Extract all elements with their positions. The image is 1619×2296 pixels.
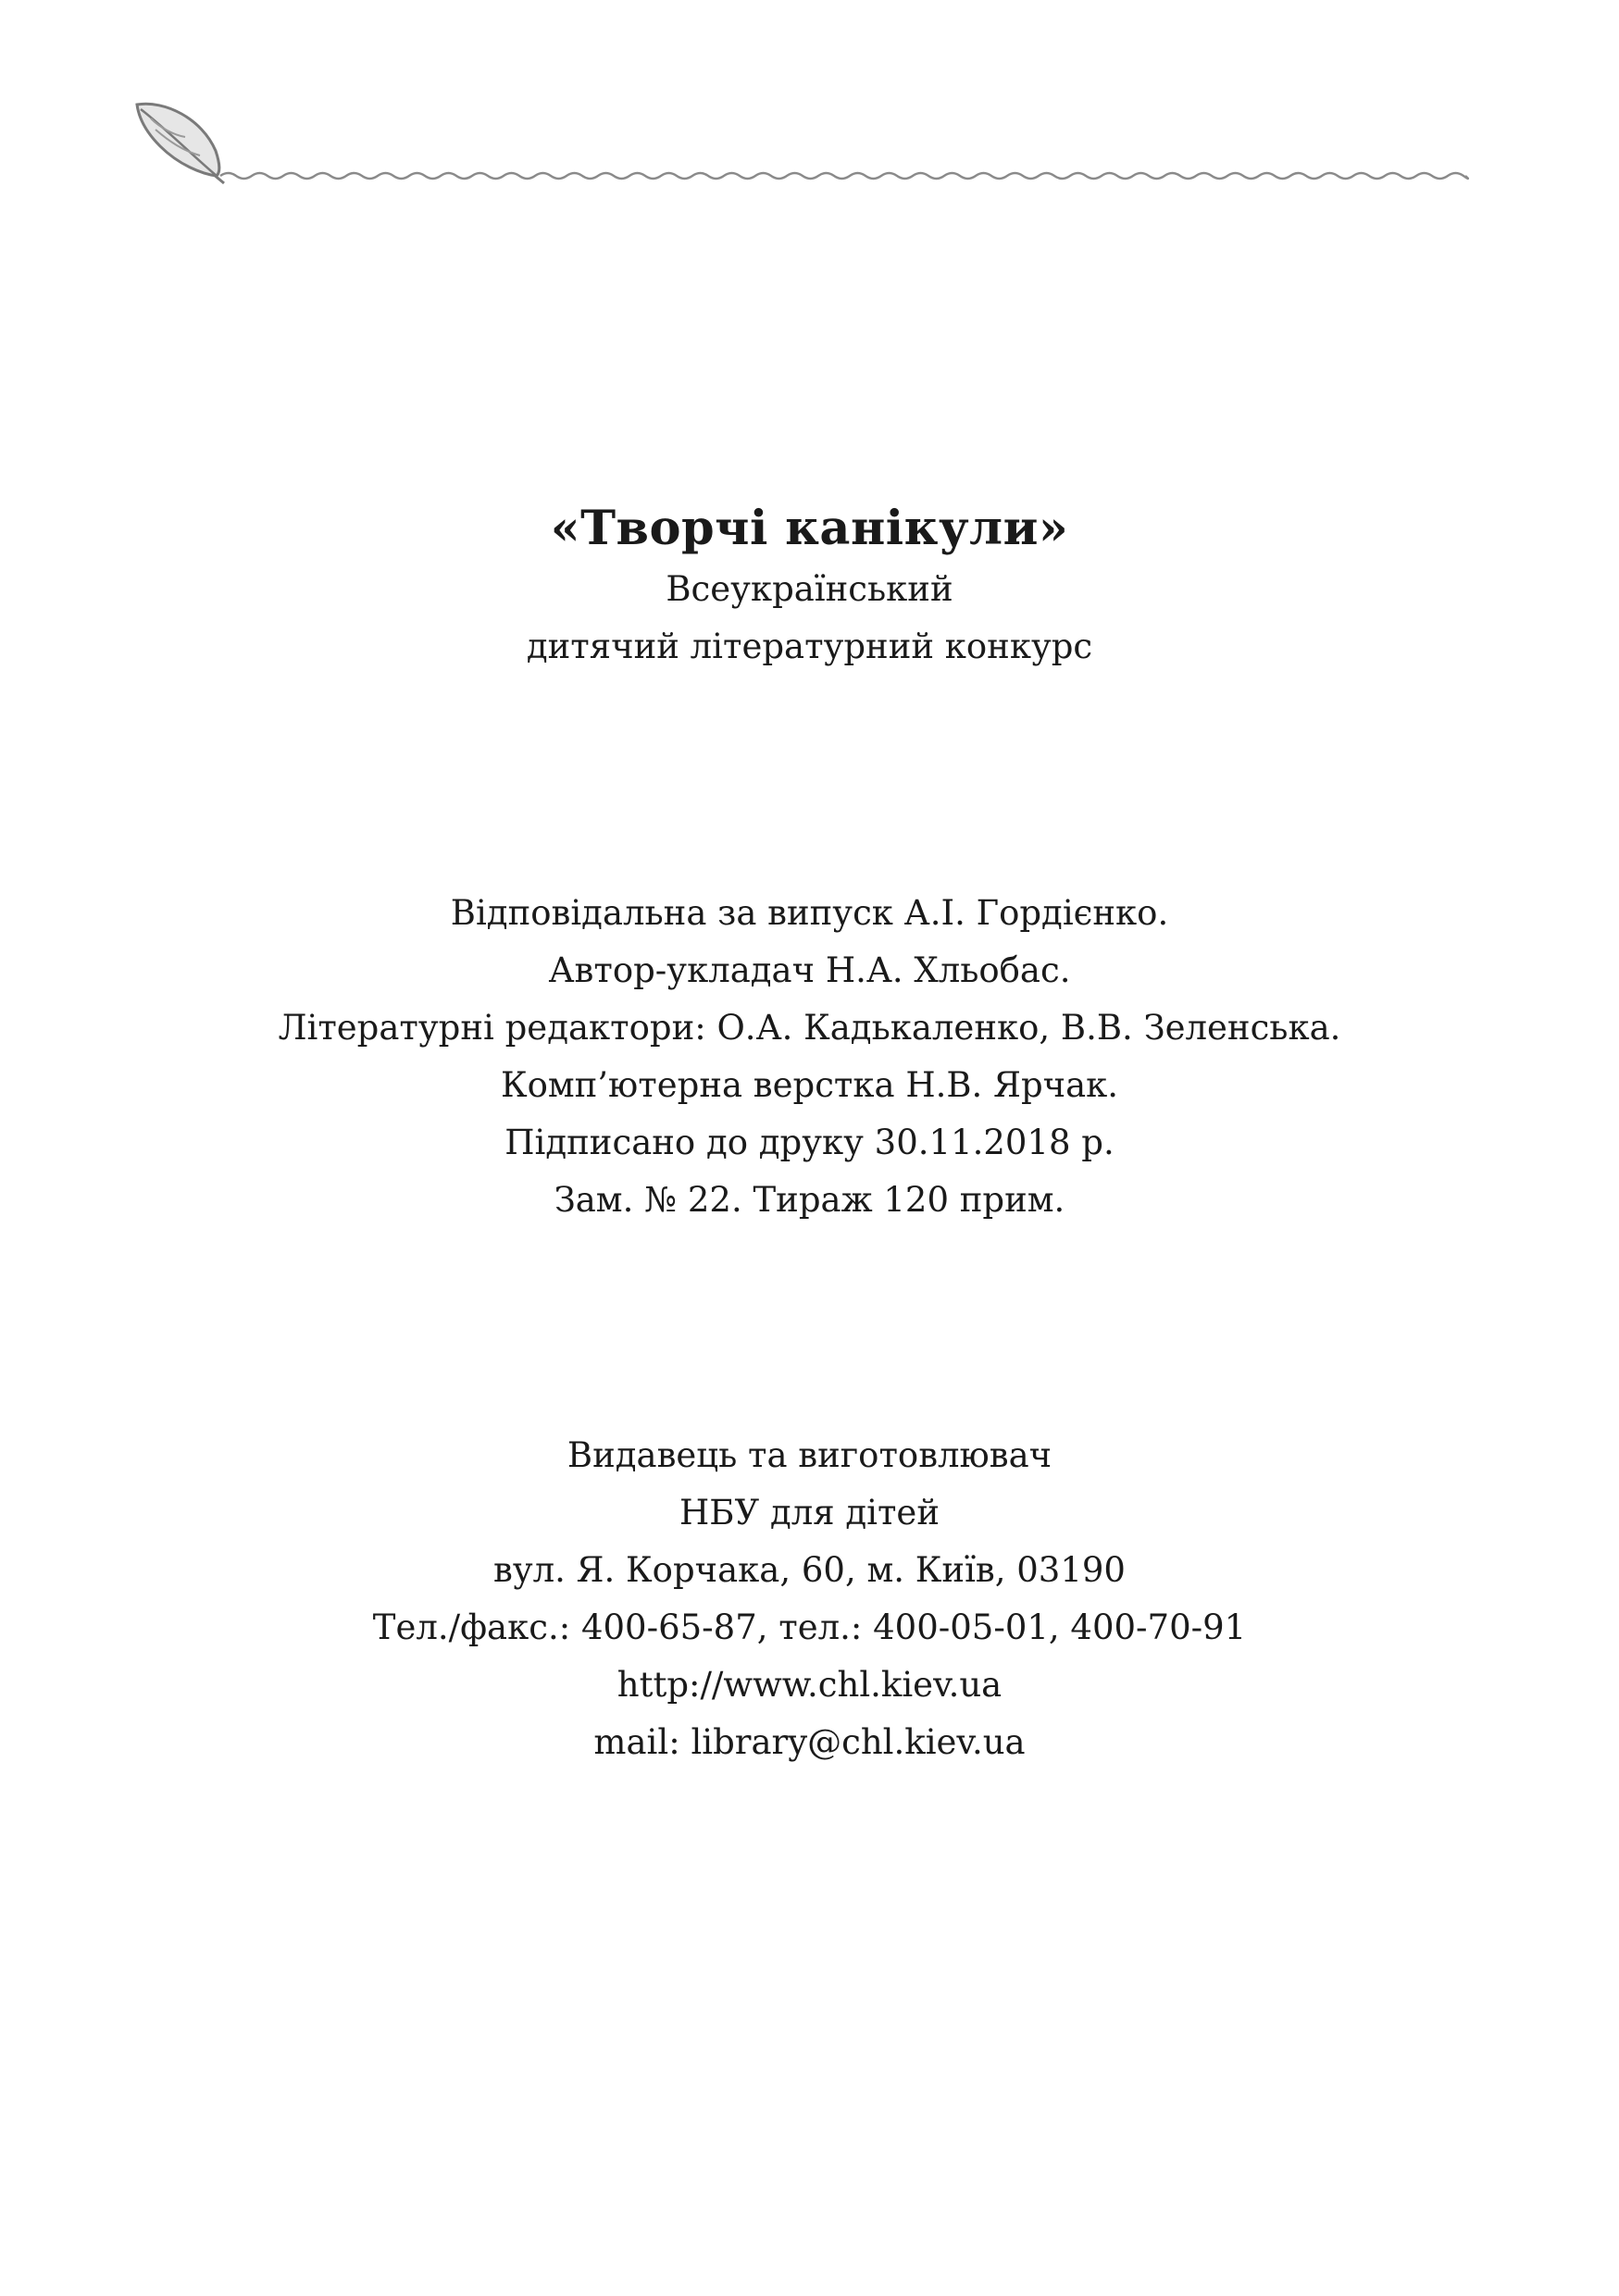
publisher-website: http://www.chl.kiev.ua <box>616 1665 1003 1705</box>
credit-signed: Підписано до друку 30.11.2018 р. <box>504 1123 1115 1162</box>
wavy-line-icon <box>220 173 1468 179</box>
header-ornament <box>128 100 1470 192</box>
credit-layout: Комп’ютерна верстка Н.В. Ярчак. <box>500 1065 1119 1105</box>
publisher-address: вул. Я. Корчака, 60, м. Київ, 03190 <box>493 1550 1126 1590</box>
publisher-email: mail: library@chl.kiev.ua <box>593 1722 1026 1762</box>
publisher-label: Видавець та виготовлювач <box>567 1435 1052 1475</box>
credit-editors: Літературні редактори: О.А. Кадькаленко, В.В. Зеленська. <box>278 1008 1341 1048</box>
credit-responsible: Відповідальна за випуск А.І. Гордієнко. <box>450 893 1169 933</box>
publisher-name: НБУ для дітей <box>679 1493 940 1533</box>
subtitle-line-2: дитячий літературний конкурс <box>526 627 1093 666</box>
credit-order: Зам. № 22. Тираж 120 прим. <box>554 1180 1065 1220</box>
publisher-phone: Тел./факс.: 400-65-87, тел.: 400-05-01, 400-70-91 <box>372 1607 1247 1647</box>
title-block <box>0 496 1619 676</box>
feather-pen-icon <box>137 104 224 183</box>
credit-compiler: Автор-укладач Н.А. Хльобас. <box>548 950 1071 990</box>
subtitle-line-1: Всеукраїнський <box>666 569 953 609</box>
book-title: «Творчі канікули» <box>550 501 1069 556</box>
credits-block <box>0 885 1619 1229</box>
publisher-block <box>0 1427 1619 1771</box>
